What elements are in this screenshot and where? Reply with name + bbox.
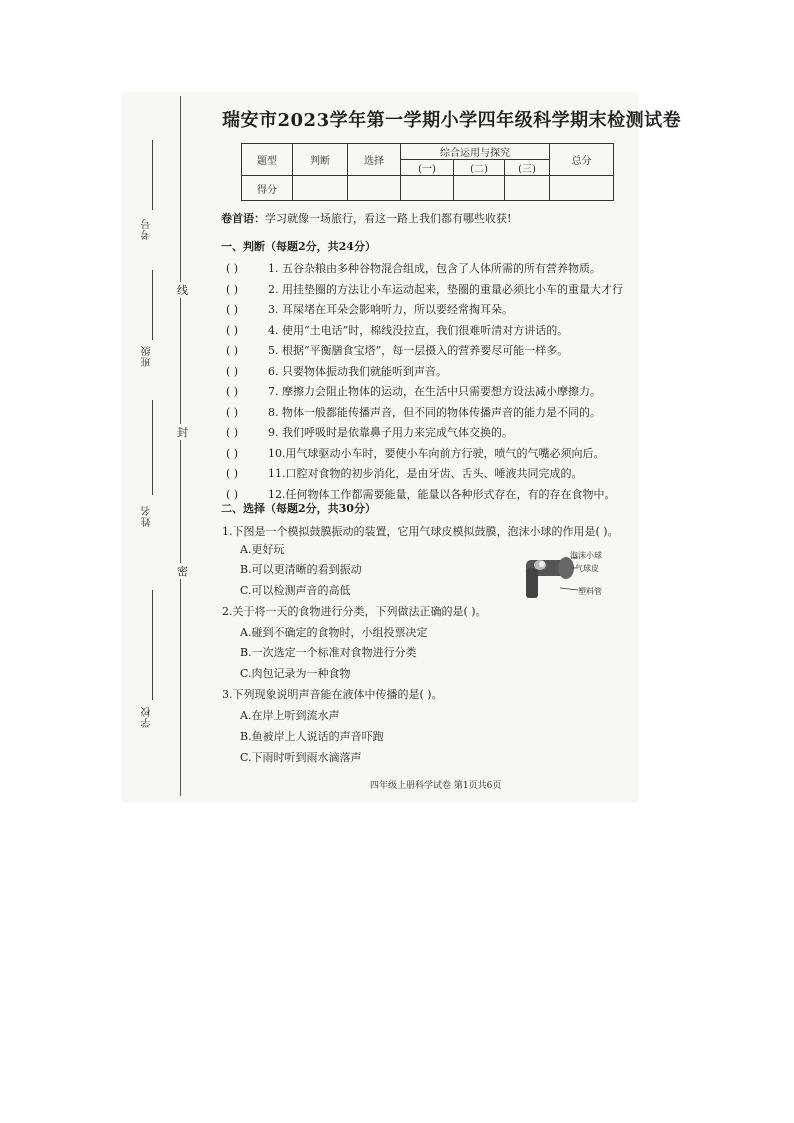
tf-item <box>226 322 568 338</box>
answer-blank[interactable]: ( ) <box>226 365 239 378</box>
tf-item <box>226 260 601 276</box>
tf-item-text: 1. 五谷杂粮由多种谷物混合组成，包含了人体所需的所有营养物质。 <box>268 262 601 275</box>
tf-item-text: 3. 耳屎堵在耳朵会影响听力，所以要经常掏耳朵。 <box>268 303 513 316</box>
name-blank <box>152 400 153 495</box>
row-score-label: 得分 <box>242 176 293 201</box>
tf-item-text: 5. 根据“平衡膳食宝塔”，每一层摄入的营养要尽可能一样多。 <box>268 344 569 357</box>
question-2-option-b[interactable]: B.一次选定一个标准对食物进行分类 <box>240 646 417 659</box>
class-blank <box>152 270 153 340</box>
answer-blank[interactable]: ( ) <box>226 447 239 460</box>
motto <box>221 210 511 226</box>
sub-col-1: (一) <box>401 160 454 176</box>
class-label: 班级 <box>142 345 153 367</box>
col-type: 题型 <box>242 144 293 176</box>
question-1-option-b[interactable]: B.可以更清晰的看到振动 <box>240 563 362 576</box>
answer-blank[interactable]: ( ) <box>226 385 239 398</box>
question-3-option-a[interactable]: A.在岸上听到流水声 <box>240 709 340 722</box>
answer-blank[interactable]: ( ) <box>226 283 239 296</box>
tf-item-text: 12.任何物体工作都需要能量，能量以各种形式存在，有的存在食物中。 <box>268 488 616 501</box>
col-total: 总分 <box>550 144 614 176</box>
question-2-option-a[interactable]: A.碰到不确定的食物时，小组投票决定 <box>240 626 428 639</box>
section2-heading: 二、选择（每题2分，共30分） <box>221 502 376 515</box>
question-2-stem: 2.关于将一天的食物进行分类，下列做法正确的是( )。 <box>222 605 487 618</box>
tf-item-text: 6. 只要物体振动我们就能听到声音。 <box>268 365 447 378</box>
tf-item <box>226 363 447 379</box>
tf-item <box>226 301 513 317</box>
answer-blank[interactable]: ( ) <box>226 426 239 439</box>
tf-item <box>226 424 513 440</box>
col-tf: 判断 <box>293 144 348 176</box>
tf-item <box>226 281 623 297</box>
score-cell-inquiry-1[interactable] <box>401 176 454 201</box>
motto-text: 学习就像一场旅行，看这一路上我们都有哪些收获! <box>265 212 512 225</box>
tf-item <box>226 445 605 461</box>
tf-item <box>226 383 601 399</box>
answer-blank[interactable]: ( ) <box>226 303 239 316</box>
page-footer: 四年级上册科学试卷 第1页共6页 <box>370 781 502 791</box>
seal-feng-char: 封 <box>177 426 188 439</box>
section1-heading: 一、判断（每题2分，共24分） <box>221 240 376 253</box>
school-blank <box>152 590 153 700</box>
tf-item <box>226 404 601 420</box>
question-3-option-b[interactable]: B.鱼被岸上人说话的声音吓跑 <box>240 730 384 743</box>
answer-blank[interactable]: ( ) <box>226 324 239 337</box>
figure-label-balloon: 气球皮 <box>575 564 599 573</box>
exam-no-label: 考号 <box>142 218 153 240</box>
tf-item <box>226 342 568 358</box>
question-1-stem: 1.下图是一个模拟鼓膜振动的装置，它用气球皮模拟鼓膜，泡沫小球的作用是( )。 <box>222 525 619 538</box>
answer-blank[interactable]: ( ) <box>226 262 239 275</box>
col-choice: 选择 <box>348 144 401 176</box>
score-cell-inquiry-3[interactable] <box>505 176 550 201</box>
sub-col-2: (二) <box>454 160 505 176</box>
question-3-option-c[interactable]: C.下雨时听到雨水滴落声 <box>240 751 362 764</box>
sub-col-3: (三) <box>505 160 550 176</box>
score-cell-total[interactable] <box>550 176 614 201</box>
score-cell-tf[interactable] <box>293 176 348 201</box>
motto-label: 卷首语： <box>221 212 265 225</box>
tf-item <box>226 465 583 481</box>
school-label: 学校 <box>142 706 153 728</box>
col-inquiry: 综合运用与探究 <box>401 144 550 160</box>
question-3-stem: 3.下列现象说明声音能在液体中传播的是( )。 <box>222 688 443 701</box>
answer-blank[interactable]: ( ) <box>226 344 239 357</box>
exam-no-blank <box>152 140 153 210</box>
answer-blank[interactable]: ( ) <box>226 406 239 419</box>
question-1-option-a[interactable]: A.更好玩 <box>240 543 285 556</box>
tf-item-text: 7. 摩擦力会阻止物体的运动，在生活中只需要想方设法减小摩擦力。 <box>268 385 601 398</box>
question-2-option-c[interactable]: C.肉包记录为一种食物 <box>240 667 351 680</box>
tf-item-text: 9. 我们呼吸时是依靠鼻子用力来完成气体交换的。 <box>268 426 513 439</box>
answer-blank[interactable]: ( ) <box>226 467 239 480</box>
tf-item-text: 4. 使用“土电话”时，棉线没拉直，我们很难听清对方讲话的。 <box>268 324 569 337</box>
binding-line <box>180 96 181 796</box>
answer-blank[interactable]: ( ) <box>226 488 239 501</box>
tf-item-text: 8. 物体一般都能传播声音，但不同的物体传播声音的能力是不同的。 <box>268 406 601 419</box>
seal-line-char: 线 <box>177 284 188 297</box>
score-cell-inquiry-2[interactable] <box>454 176 505 201</box>
exam-title: 瑞安市2023学年第一学期小学四年级科学期末检测试卷 <box>222 110 682 131</box>
name-label: 姓名 <box>142 505 153 527</box>
tf-item-text: 10.用气球驱动小车时，要使小车向前方行驶，喷气的气嘴必须向后。 <box>268 447 605 460</box>
tf-item-text: 11.口腔对食物的初步消化，是由牙齿、舌头、唾液共同完成的。 <box>268 467 583 480</box>
question-1-option-c[interactable]: C.可以检测声音的高低 <box>240 584 351 597</box>
figure-label-tube: 塑料管 <box>578 587 602 596</box>
score-cell-choice[interactable] <box>348 176 401 201</box>
score-table <box>241 143 614 201</box>
eardrum-model-figure <box>520 550 640 600</box>
figure-label-ball: 泡沫小球 <box>570 551 602 560</box>
tf-item-text: 2. 用挂垫圈的方法让小车运动起来，垫圈的重量必须比小车的重量大才行 <box>268 283 623 296</box>
seal-mi-char: 密 <box>177 565 188 578</box>
